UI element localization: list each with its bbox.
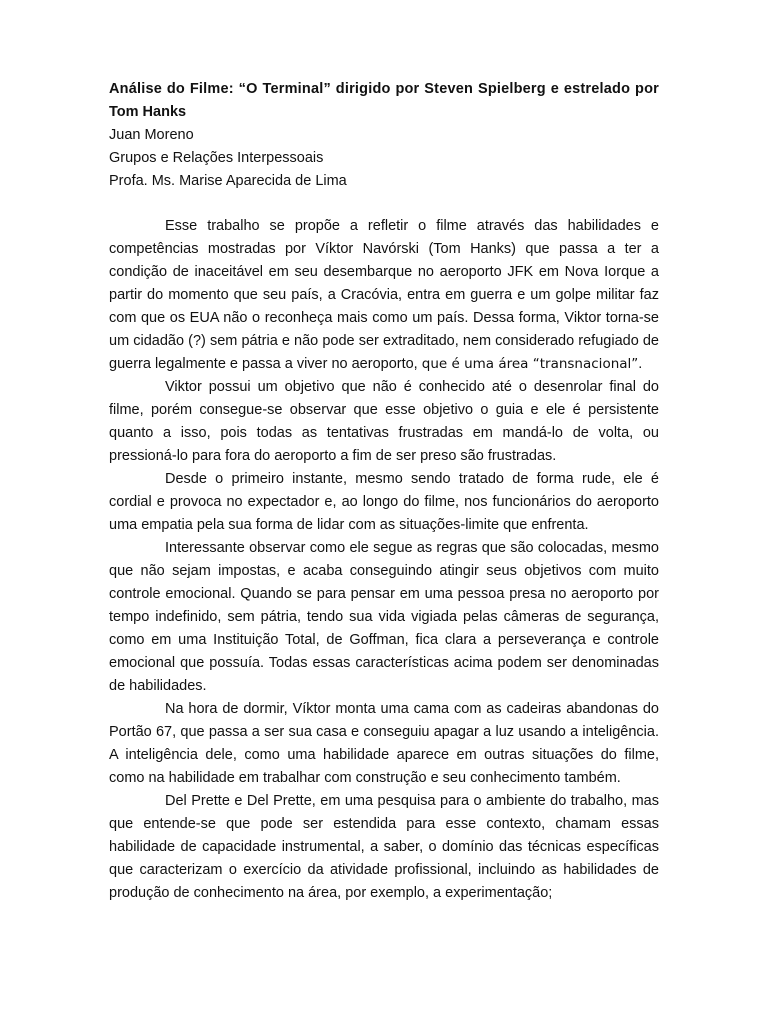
paragraph-1-tail: que é uma área “transnacional” — [421, 356, 639, 372]
professor-name: Profa. Ms. Marise Aparecida de Lima — [109, 173, 347, 189]
paragraph-5: Na hora de dormir, Víktor monta uma cama com as cadeiras abandonas do Portão 67, que passa a ser sua casa e conseguiu apagar a luz usando a inteligência. A inteligência dele, como uma habilidade aparece em outras situações do filme, como na habilidade em trabalhar com construção e seu conhecimento também. — [109, 701, 659, 786]
paragraph-4: Interessante observar como ele segue as regras que são colocadas, mesmo que não sejam impostas, e acaba conseguindo atingir seus objetivos com muito controle emocional. Quando se para pensar em uma pessoa presa no aeroporto por tempo indefinido, sem pátria, tendo sua vida vigiada pelas câmeras de segurança, como em uma Instituição Total, de Goffman, fica clara a perseverança e controle emocional que possuía. Todas essas características acima podem ser denominadas de habilidades. — [109, 540, 659, 694]
document-title — [109, 78, 659, 124]
title-line-2: Tom Hanks — [109, 104, 187, 120]
paragraph-6: Del Prette e Del Prette, em uma pesquisa para o ambiente do trabalho, mas que entende-se que pode ser estendida para esse contexto, chamam essas habilidade de capacidade instrumental, a saber, o domínio das técnicas específicas que caracterizam o exercício da atividade profissional, incluindo as habilidades de produção de conhecimento na área, por exemplo, a experimentação; — [109, 793, 659, 901]
paragraph-1 — [109, 215, 659, 376]
document-page — [109, 78, 659, 905]
paragraph-3: Desde o primeiro instante, mesmo sendo tratado de forma rude, ele é cordial e provoca no expectador e, ao longo do filme, nos funcionários do aeroporto uma empatia pela sua forma de lidar com as situações-limite que enfrenta. — [109, 471, 659, 533]
paragraph-1-end: . — [638, 356, 643, 372]
title-line-1: Análise do Filme: “O Terminal” dirigido por Steven Spielberg e estrelado por — [109, 81, 659, 97]
paragraph-1-text: Esse trabalho se propõe a refletir o filme através das habilidades e competências mostradas por Víktor Navórski (Tom Hanks) que passa a ter a condição de inaceitável em seu desembarque no aeroporto JFK em Nova Iorque a partir do momento que seu país, a Cracóvia, entra em guerra e um golpe militar faz com que os EUA não o reconheça mais como um país. Dessa forma, Viktor torna-se um cidadão (?) sem pátria e não pode ser extraditado, nem considerado refugiado de guerra legalmente e passa a viver no aeroporto, — [109, 218, 659, 372]
course-name: Grupos e Relações Interpessoais — [109, 150, 324, 166]
document-body — [109, 215, 659, 905]
paragraph-2: Viktor possui um objetivo que não é conhecido até o desenrolar final do filme, porém consegue-se observar que esse objetivo o guia e ele é persistente quanto a isso, pois todas as tentativas frustradas em mandá-lo de volta, ou pressioná-lo para fora do aeroporto a fim de ser preso são frustradas. — [109, 379, 659, 464]
author-name: Juan Moreno — [109, 127, 194, 143]
